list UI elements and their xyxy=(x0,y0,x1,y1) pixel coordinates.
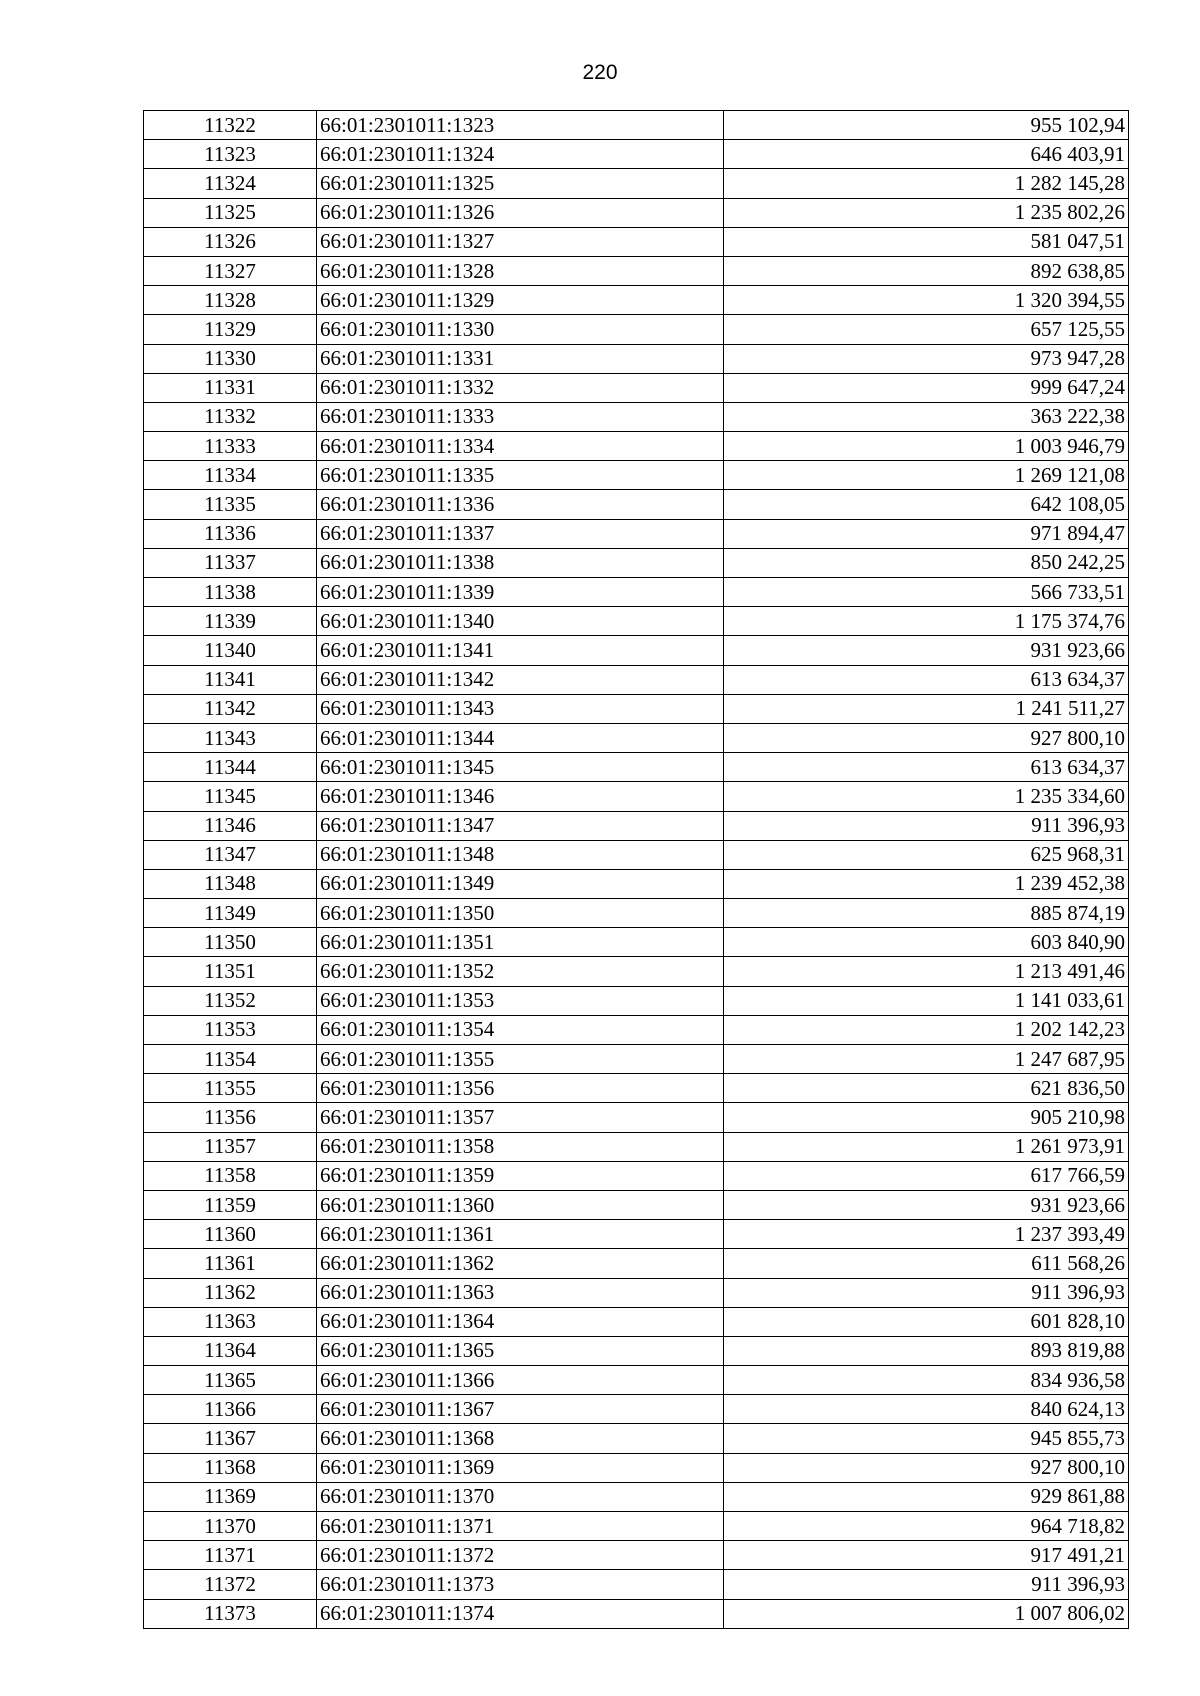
cadastral-value-cell: 363 222,38 xyxy=(724,402,1129,431)
cadastral-number-cell: 66:01:2301011:1372 xyxy=(317,1541,724,1570)
table-body xyxy=(144,111,1129,1629)
cadastral-value-cell: 911 396,93 xyxy=(724,1278,1129,1307)
cadastral-value-cell: 911 396,93 xyxy=(724,1570,1129,1599)
cadastral-number-cell: 66:01:2301011:1334 xyxy=(317,432,724,461)
row-number-cell: 11323 xyxy=(144,140,317,169)
cadastral-number-cell: 66:01:2301011:1331 xyxy=(317,344,724,373)
row-number-cell: 11356 xyxy=(144,1103,317,1132)
cadastral-value-cell: 601 828,10 xyxy=(724,1307,1129,1336)
cadastral-value-cell: 911 396,93 xyxy=(724,811,1129,840)
cadastral-number-cell: 66:01:2301011:1339 xyxy=(317,578,724,607)
cadastral-number-cell: 66:01:2301011:1330 xyxy=(317,315,724,344)
cadastral-value-cell: 657 125,55 xyxy=(724,315,1129,344)
row-number-cell: 11339 xyxy=(144,607,317,636)
cadastral-number-cell: 66:01:2301011:1340 xyxy=(317,607,724,636)
cadastral-value-cell: 566 733,51 xyxy=(724,578,1129,607)
table-row xyxy=(144,1045,1129,1074)
table-row xyxy=(144,1366,1129,1395)
row-number-cell: 11326 xyxy=(144,227,317,256)
cadastral-number-cell: 66:01:2301011:1374 xyxy=(317,1599,724,1628)
row-number-cell: 11348 xyxy=(144,869,317,898)
table-row xyxy=(144,1103,1129,1132)
table-row xyxy=(144,1570,1129,1599)
cadastral-value-cell: 971 894,47 xyxy=(724,519,1129,548)
cadastral-value-cell: 646 403,91 xyxy=(724,140,1129,169)
cadastral-number-cell: 66:01:2301011:1323 xyxy=(317,111,724,140)
table-row xyxy=(144,1336,1129,1365)
table-row xyxy=(144,694,1129,723)
cadastral-number-cell: 66:01:2301011:1346 xyxy=(317,782,724,811)
cadastral-value-cell: 603 840,90 xyxy=(724,928,1129,957)
cadastral-value-cell: 1 247 687,95 xyxy=(724,1045,1129,1074)
cadastral-value-cell: 581 047,51 xyxy=(724,227,1129,256)
row-number-cell: 11335 xyxy=(144,490,317,519)
row-number-cell: 11361 xyxy=(144,1249,317,1278)
cadastral-value-cell: 917 491,21 xyxy=(724,1541,1129,1570)
row-number-cell: 11346 xyxy=(144,811,317,840)
cadastral-value-cell: 1 007 806,02 xyxy=(724,1599,1129,1628)
cadastral-number-cell: 66:01:2301011:1344 xyxy=(317,723,724,752)
cadastral-number-cell: 66:01:2301011:1358 xyxy=(317,1132,724,1161)
table-row xyxy=(144,811,1129,840)
table-row xyxy=(144,1190,1129,1219)
table-row xyxy=(144,373,1129,402)
row-number-cell: 11338 xyxy=(144,578,317,607)
row-number-cell: 11370 xyxy=(144,1512,317,1541)
row-number-cell: 11341 xyxy=(144,665,317,694)
row-number-cell: 11357 xyxy=(144,1132,317,1161)
cadastral-value-cell: 1 202 142,23 xyxy=(724,1015,1129,1044)
cadastral-value-cell: 613 634,37 xyxy=(724,753,1129,782)
cadastral-value-cell: 929 861,88 xyxy=(724,1482,1129,1511)
cadastral-number-cell: 66:01:2301011:1343 xyxy=(317,694,724,723)
table-row xyxy=(144,1132,1129,1161)
table-row xyxy=(144,432,1129,461)
cadastral-value-cell: 1 269 121,08 xyxy=(724,461,1129,490)
table-row xyxy=(144,1015,1129,1044)
row-number-cell: 11333 xyxy=(144,432,317,461)
cadastral-value-cell: 1 237 393,49 xyxy=(724,1220,1129,1249)
table-row xyxy=(144,1220,1129,1249)
row-number-cell: 11365 xyxy=(144,1366,317,1395)
cadastral-number-cell: 66:01:2301011:1327 xyxy=(317,227,724,256)
cadastral-number-cell: 66:01:2301011:1324 xyxy=(317,140,724,169)
cadastral-value-cell: 892 638,85 xyxy=(724,256,1129,285)
cadastral-value-cell: 617 766,59 xyxy=(724,1161,1129,1190)
cadastral-number-cell: 66:01:2301011:1360 xyxy=(317,1190,724,1219)
cadastral-value-cell: 893 819,88 xyxy=(724,1336,1129,1365)
cadastral-value-cell: 927 800,10 xyxy=(724,1453,1129,1482)
table-row xyxy=(144,548,1129,577)
cadastral-value-cell: 1 239 452,38 xyxy=(724,869,1129,898)
table-row xyxy=(144,402,1129,431)
cadastral-value-cell: 885 874,19 xyxy=(724,899,1129,928)
cadastral-number-cell: 66:01:2301011:1341 xyxy=(317,636,724,665)
cadastral-number-cell: 66:01:2301011:1328 xyxy=(317,256,724,285)
cadastral-number-cell: 66:01:2301011:1325 xyxy=(317,169,724,198)
row-number-cell: 11328 xyxy=(144,286,317,315)
cadastral-number-cell: 66:01:2301011:1368 xyxy=(317,1424,724,1453)
table-row xyxy=(144,899,1129,928)
cadastral-number-cell: 66:01:2301011:1367 xyxy=(317,1395,724,1424)
cadastral-value-cell: 1 261 973,91 xyxy=(724,1132,1129,1161)
cadastral-number-cell: 66:01:2301011:1369 xyxy=(317,1453,724,1482)
table-row xyxy=(144,111,1129,140)
table-row xyxy=(144,782,1129,811)
table-row xyxy=(144,753,1129,782)
row-number-cell: 11331 xyxy=(144,373,317,402)
cadastral-number-cell: 66:01:2301011:1357 xyxy=(317,1103,724,1132)
page-number: 220 xyxy=(582,61,618,84)
row-number-cell: 11351 xyxy=(144,957,317,986)
cadastral-number-cell: 66:01:2301011:1364 xyxy=(317,1307,724,1336)
row-number-cell: 11373 xyxy=(144,1599,317,1628)
row-number-cell: 11345 xyxy=(144,782,317,811)
row-number-cell: 11340 xyxy=(144,636,317,665)
row-number-cell: 11325 xyxy=(144,198,317,227)
cadastral-number-cell: 66:01:2301011:1337 xyxy=(317,519,724,548)
table-row xyxy=(144,227,1129,256)
row-number-cell: 11367 xyxy=(144,1424,317,1453)
cadastral-value-cell: 621 836,50 xyxy=(724,1074,1129,1103)
cadastral-number-cell: 66:01:2301011:1370 xyxy=(317,1482,724,1511)
row-number-cell: 11342 xyxy=(144,694,317,723)
cadastral-number-cell: 66:01:2301011:1345 xyxy=(317,753,724,782)
cadastral-value-cell: 931 923,66 xyxy=(724,1190,1129,1219)
cadastral-number-cell: 66:01:2301011:1353 xyxy=(317,986,724,1015)
table-row xyxy=(144,1424,1129,1453)
table-row xyxy=(144,461,1129,490)
cadastral-value-cell: 1 175 374,76 xyxy=(724,607,1129,636)
row-number-cell: 11329 xyxy=(144,315,317,344)
row-number-cell: 11324 xyxy=(144,169,317,198)
table-row xyxy=(144,928,1129,957)
cadastral-number-cell: 66:01:2301011:1351 xyxy=(317,928,724,957)
cadastral-value-cell: 834 936,58 xyxy=(724,1366,1129,1395)
row-number-cell: 11368 xyxy=(144,1453,317,1482)
table-row xyxy=(144,1278,1129,1307)
table-row xyxy=(144,1395,1129,1424)
cadastral-number-cell: 66:01:2301011:1348 xyxy=(317,840,724,869)
table-row xyxy=(144,315,1129,344)
cadastral-number-cell: 66:01:2301011:1365 xyxy=(317,1336,724,1365)
table-row xyxy=(144,957,1129,986)
table-row xyxy=(144,140,1129,169)
cadastral-value-cell: 955 102,94 xyxy=(724,111,1129,140)
row-number-cell: 11334 xyxy=(144,461,317,490)
table-row xyxy=(144,723,1129,752)
cadastral-value-cell: 1 282 145,28 xyxy=(724,169,1129,198)
row-number-cell: 11332 xyxy=(144,402,317,431)
table-row xyxy=(144,1482,1129,1511)
cadastral-value-cell: 613 634,37 xyxy=(724,665,1129,694)
table-row xyxy=(144,490,1129,519)
table-row xyxy=(144,840,1129,869)
row-number-cell: 11372 xyxy=(144,1570,317,1599)
cadastral-value-cell: 905 210,98 xyxy=(724,1103,1129,1132)
row-number-cell: 11355 xyxy=(144,1074,317,1103)
cadastral-value-cell: 840 624,13 xyxy=(724,1395,1129,1424)
table-row xyxy=(144,1453,1129,1482)
table-row xyxy=(144,1249,1129,1278)
cadastral-number-cell: 66:01:2301011:1362 xyxy=(317,1249,724,1278)
cadastral-number-cell: 66:01:2301011:1329 xyxy=(317,286,724,315)
cadastral-number-cell: 66:01:2301011:1350 xyxy=(317,899,724,928)
row-number-cell: 11347 xyxy=(144,840,317,869)
cadastral-value-cell: 1 003 946,79 xyxy=(724,432,1129,461)
cadastral-value-cell: 625 968,31 xyxy=(724,840,1129,869)
table-row xyxy=(144,1512,1129,1541)
cadastral-number-cell: 66:01:2301011:1366 xyxy=(317,1366,724,1395)
cadastral-value-cell: 1 213 491,46 xyxy=(724,957,1129,986)
row-number-cell: 11364 xyxy=(144,1336,317,1365)
cadastral-value-cell: 642 108,05 xyxy=(724,490,1129,519)
table-row xyxy=(144,578,1129,607)
cadastral-number-cell: 66:01:2301011:1373 xyxy=(317,1570,724,1599)
row-number-cell: 11360 xyxy=(144,1220,317,1249)
cadastral-number-cell: 66:01:2301011:1336 xyxy=(317,490,724,519)
cadastral-number-cell: 66:01:2301011:1354 xyxy=(317,1015,724,1044)
row-number-cell: 11358 xyxy=(144,1161,317,1190)
table-row xyxy=(144,665,1129,694)
cadastral-number-cell: 66:01:2301011:1359 xyxy=(317,1161,724,1190)
cadastral-number-cell: 66:01:2301011:1342 xyxy=(317,665,724,694)
cadastral-value-cell: 927 800,10 xyxy=(724,723,1129,752)
table-row xyxy=(144,519,1129,548)
table-row xyxy=(144,1541,1129,1570)
cadastral-number-cell: 66:01:2301011:1349 xyxy=(317,869,724,898)
cadastral-value-cell: 945 855,73 xyxy=(724,1424,1129,1453)
table-row xyxy=(144,1307,1129,1336)
cadastral-number-cell: 66:01:2301011:1371 xyxy=(317,1512,724,1541)
table-row xyxy=(144,344,1129,373)
cadastral-value-cell: 931 923,66 xyxy=(724,636,1129,665)
cadastral-number-cell: 66:01:2301011:1335 xyxy=(317,461,724,490)
cadastral-value-cell: 611 568,26 xyxy=(724,1249,1129,1278)
row-number-cell: 11371 xyxy=(144,1541,317,1570)
cadastral-value-cell: 1 235 802,26 xyxy=(724,198,1129,227)
row-number-cell: 11359 xyxy=(144,1190,317,1219)
table-row xyxy=(144,1599,1129,1628)
cadastral-number-cell: 66:01:2301011:1363 xyxy=(317,1278,724,1307)
table-row xyxy=(144,198,1129,227)
row-number-cell: 11369 xyxy=(144,1482,317,1511)
cadastral-number-cell: 66:01:2301011:1356 xyxy=(317,1074,724,1103)
row-number-cell: 11322 xyxy=(144,111,317,140)
row-number-cell: 11363 xyxy=(144,1307,317,1336)
table-row xyxy=(144,869,1129,898)
row-number-cell: 11344 xyxy=(144,753,317,782)
cadastral-value-cell: 964 718,82 xyxy=(724,1512,1129,1541)
cadastral-number-cell: 66:01:2301011:1347 xyxy=(317,811,724,840)
table-row xyxy=(144,607,1129,636)
table-row xyxy=(144,256,1129,285)
row-number-cell: 11349 xyxy=(144,899,317,928)
row-number-cell: 11343 xyxy=(144,723,317,752)
cadastral-number-cell: 66:01:2301011:1326 xyxy=(317,198,724,227)
row-number-cell: 11352 xyxy=(144,986,317,1015)
cadastral-value-table xyxy=(143,110,1129,1629)
table-row xyxy=(144,1074,1129,1103)
table-row xyxy=(144,636,1129,665)
cadastral-value-cell: 999 647,24 xyxy=(724,373,1129,402)
cadastral-value-cell: 1 320 394,55 xyxy=(724,286,1129,315)
row-number-cell: 11354 xyxy=(144,1045,317,1074)
cadastral-value-cell: 1 241 511,27 xyxy=(724,694,1129,723)
cadastral-number-cell: 66:01:2301011:1338 xyxy=(317,548,724,577)
table-row xyxy=(144,286,1129,315)
row-number-cell: 11362 xyxy=(144,1278,317,1307)
cadastral-number-cell: 66:01:2301011:1355 xyxy=(317,1045,724,1074)
cadastral-value-cell: 850 242,25 xyxy=(724,548,1129,577)
cadastral-number-cell: 66:01:2301011:1361 xyxy=(317,1220,724,1249)
row-number-cell: 11327 xyxy=(144,256,317,285)
table-row xyxy=(144,986,1129,1015)
cadastral-value-cell: 973 947,28 xyxy=(724,344,1129,373)
row-number-cell: 11353 xyxy=(144,1015,317,1044)
table-row xyxy=(144,169,1129,198)
row-number-cell: 11336 xyxy=(144,519,317,548)
cadastral-number-cell: 66:01:2301011:1352 xyxy=(317,957,724,986)
row-number-cell: 11350 xyxy=(144,928,317,957)
cadastral-number-cell: 66:01:2301011:1333 xyxy=(317,402,724,431)
row-number-cell: 11366 xyxy=(144,1395,317,1424)
row-number-cell: 11330 xyxy=(144,344,317,373)
cadastral-number-cell: 66:01:2301011:1332 xyxy=(317,373,724,402)
cadastral-value-cell: 1 235 334,60 xyxy=(724,782,1129,811)
table-row xyxy=(144,1161,1129,1190)
cadastral-value-cell: 1 141 033,61 xyxy=(724,986,1129,1015)
row-number-cell: 11337 xyxy=(144,548,317,577)
